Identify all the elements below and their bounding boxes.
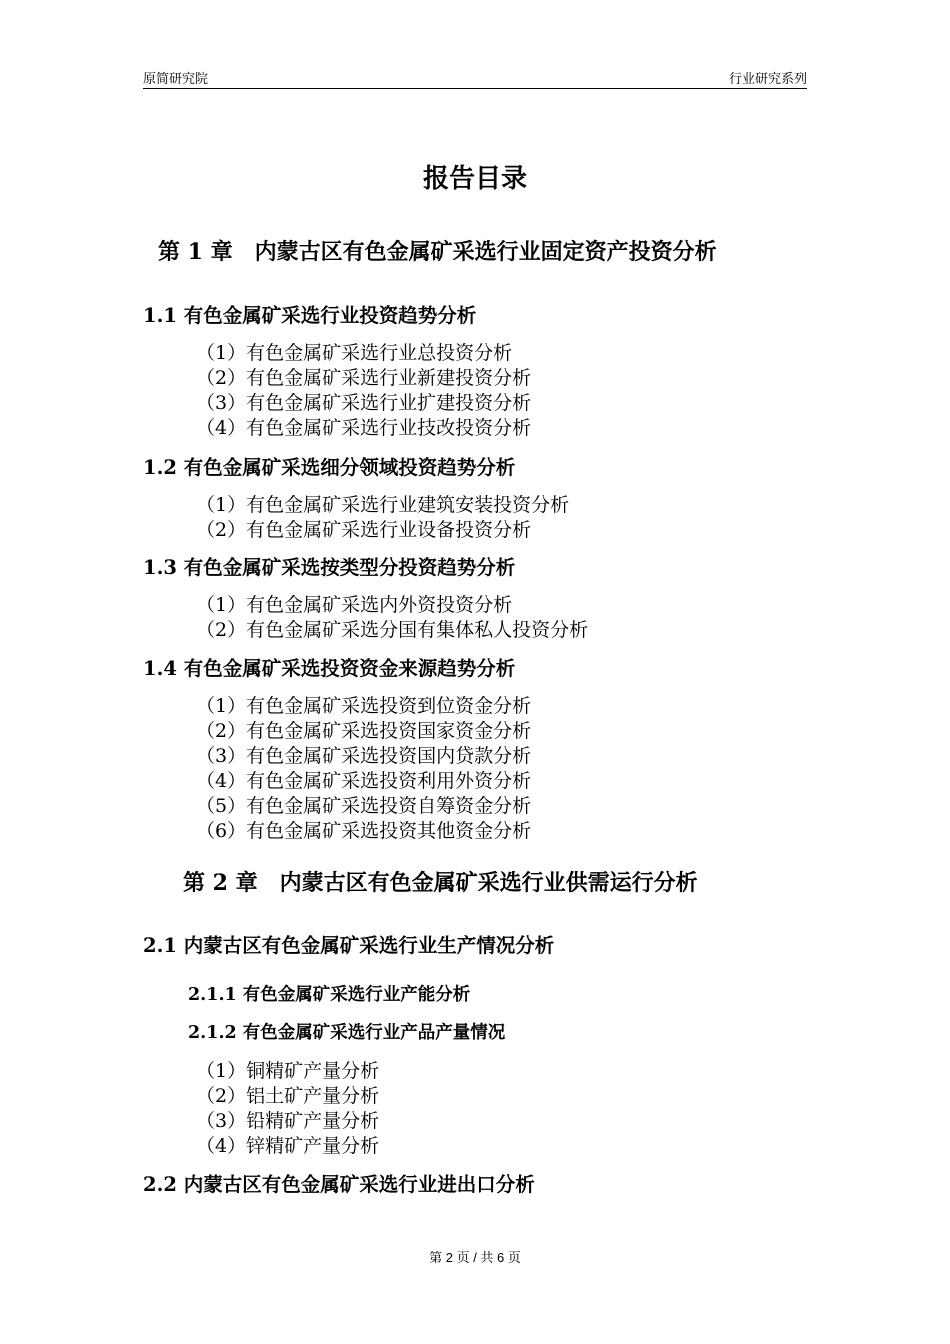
toc-item[interactable]: （2）有色金属矿采选分国有集体私人投资分析 — [196, 619, 589, 641]
header-org: 原简研究院 — [143, 71, 209, 86]
toc-chapter-1[interactable]: 第 1 章 内蒙古区有色金属矿采选行业固定资产投资分析 — [158, 239, 717, 265]
toc-section-1-3[interactable]: 1.3 有色金属矿采选按类型分投资趋势分析 — [143, 556, 516, 579]
toc-section-2-2[interactable]: 2.2 内蒙古区有色金属矿采选行业进出口分析 — [143, 1173, 535, 1196]
page-header — [143, 68, 807, 89]
toc-item[interactable]: （2）有色金属矿采选行业新建投资分析 — [196, 367, 532, 389]
toc-subsection-2-1-2[interactable]: 2.1.2 有色金属矿采选行业产品产量情况 — [188, 1023, 506, 1043]
toc-section-1-1[interactable]: 1.1 有色金属矿采选行业投资趋势分析 — [143, 304, 477, 327]
toc-item[interactable]: （1）有色金属矿采选内外资投资分析 — [196, 594, 513, 616]
toc-item[interactable]: （2）有色金属矿采选投资国家资金分析 — [196, 720, 532, 742]
toc-section-2-1[interactable]: 2.1 内蒙古区有色金属矿采选行业生产情况分析 — [143, 934, 555, 957]
toc-item[interactable]: （1）有色金属矿采选投资到位资金分析 — [196, 695, 532, 717]
toc-item[interactable]: （6）有色金属矿采选投资其他资金分析 — [196, 820, 532, 842]
toc-item[interactable]: （2）有色金属矿采选行业设备投资分析 — [196, 519, 532, 541]
header-series: 行业研究系列 — [728, 71, 807, 86]
toc-item[interactable]: （3）有色金属矿采选投资国内贷款分析 — [196, 745, 532, 767]
toc-item[interactable]: （1）有色金属矿采选行业总投资分析 — [196, 342, 513, 364]
toc-item[interactable]: （3）铅精矿产量分析 — [196, 1110, 380, 1132]
toc-section-1-4[interactable]: 1.4 有色金属矿采选投资资金来源趋势分析 — [143, 657, 516, 680]
toc-item[interactable]: （4）锌精矿产量分析 — [196, 1135, 380, 1157]
toc-item[interactable]: （5）有色金属矿采选投资自筹资金分析 — [196, 795, 532, 817]
page-footer: 第 2 页 / 共 6 页 — [429, 1250, 521, 1265]
toc-item[interactable]: （3）有色金属矿采选行业扩建投资分析 — [196, 392, 532, 414]
toc-section-1-2[interactable]: 1.2 有色金属矿采选细分领域投资趋势分析 — [143, 456, 516, 479]
document-title: 报告目录 — [422, 164, 527, 194]
toc-item[interactable]: （4）有色金属矿采选投资利用外资分析 — [196, 770, 532, 792]
toc-chapter-2[interactable]: 第 2 章 内蒙古区有色金属矿采选行业供需运行分析 — [183, 870, 698, 896]
toc-item[interactable]: （1）有色金属矿采选行业建筑安装投资分析 — [196, 494, 570, 516]
toc-item[interactable]: （4）有色金属矿采选行业技改投资分析 — [196, 417, 532, 439]
toc-item[interactable]: （1）铜精矿产量分析 — [196, 1060, 380, 1082]
toc-subsection-2-1-1[interactable]: 2.1.1 有色金属矿采选行业产能分析 — [188, 985, 471, 1005]
toc-item[interactable]: （2）铝土矿产量分析 — [196, 1085, 380, 1107]
